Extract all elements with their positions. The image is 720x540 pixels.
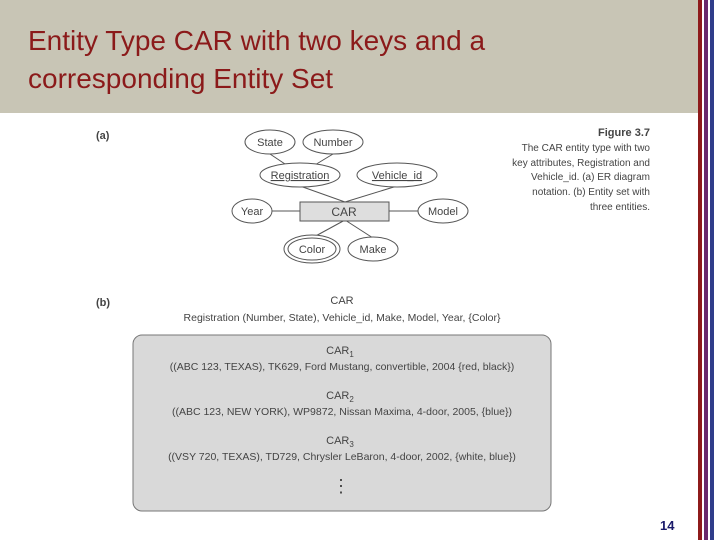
caption-line-4: notation. (b) Entity set with — [532, 187, 650, 198]
attr-model — [418, 199, 468, 223]
attr-vehicle-id — [357, 163, 437, 187]
entity-type-name: CAR — [330, 295, 354, 307]
slide-number: 14 — [660, 518, 675, 533]
instance-1-value: ((ABC 123, TEXAS), TK629, Ford Mustang, convertible, 2004 {red, black}) — [169, 361, 515, 373]
instance-3-name: $CAR_3$ — [326, 435, 354, 449]
entity-type-schema: Registration (Number, State), Vehicle_id, Make, Model, Year, {Color} — [183, 312, 501, 324]
entity-car — [300, 202, 389, 221]
more-entities-ellipsis: ⋮ — [332, 476, 350, 496]
caption-line-3: Vehicle_id. (a) ER diagram — [531, 172, 650, 183]
figure-caption — [512, 127, 650, 213]
attr-number-label: Number — [313, 137, 353, 149]
attr-year — [232, 199, 272, 223]
attr-state — [245, 130, 295, 154]
attr-make-label: Make — [359, 244, 387, 256]
part-a-label: (a) — [96, 130, 110, 142]
title-line-2: corresponding Entity Set — [28, 63, 334, 94]
attr-registration — [260, 163, 340, 187]
caption-line-2: key attributes, Registration and — [512, 158, 650, 169]
attr-number — [303, 130, 363, 154]
attr-registration-label: Registration — [270, 170, 330, 182]
caption-heading: Figure 3.7 — [598, 127, 650, 139]
instance-3-value: ((VSY 720, TEXAS), TD729, Chrysler LeBaron, 4-door, 2002, {white, blue}) — [168, 451, 516, 463]
caption-line-1: The CAR entity type with two — [521, 143, 650, 154]
instance-1-name: $CAR_1$ — [326, 345, 354, 359]
attr-year-label: Year — [240, 206, 264, 218]
part-b-label: (b) — [96, 297, 111, 309]
instance-2-value: ((ABC 123, NEW YORK), WP9872, Nissan Maxima, 4-door, 2005, {blue}) — [171, 406, 513, 418]
attr-model-label: Model — [428, 206, 458, 218]
instance-2-name: $CAR_2$ — [326, 390, 354, 404]
attr-color-label: Color — [298, 244, 326, 256]
caption-line-5: three entities. — [589, 202, 650, 213]
attr-vehicle-id-label: Vehicle_id — [371, 170, 423, 182]
entity-car-label: CAR — [331, 205, 357, 219]
attr-make — [348, 237, 398, 261]
title-line-1: Entity Type CAR with two keys and a — [28, 25, 486, 56]
attr-state-label: State — [257, 137, 283, 149]
attr-color-multivalued — [284, 235, 340, 263]
